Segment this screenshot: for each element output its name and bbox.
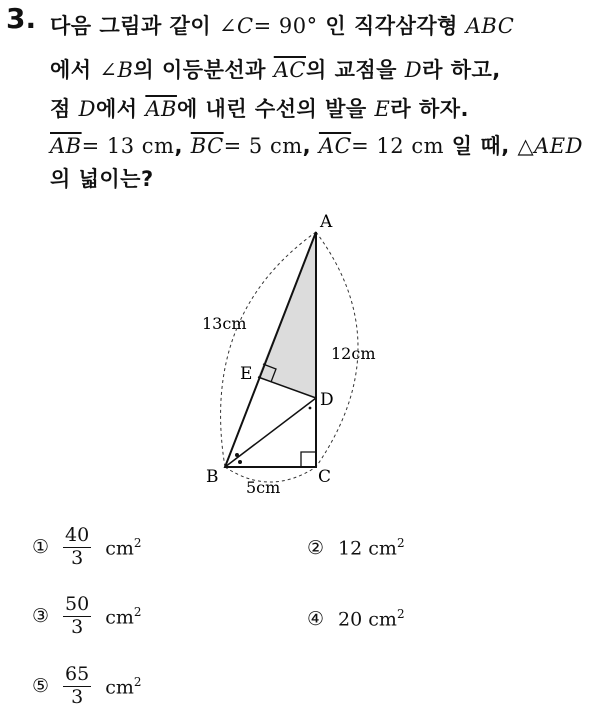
unit-text: cm xyxy=(105,606,134,628)
choice-mark: ④ xyxy=(307,607,325,630)
denominator: 3 xyxy=(71,685,84,708)
separator: , xyxy=(302,134,319,158)
choice-mark: ⑤ xyxy=(32,675,50,698)
label-c: C xyxy=(318,467,332,487)
value: 20 xyxy=(338,608,363,631)
label-e: E xyxy=(240,364,253,384)
point-d: D xyxy=(404,58,423,82)
fraction xyxy=(63,525,91,570)
text: 의 이등분선과 xyxy=(133,58,274,82)
text: 라 하고, xyxy=(422,58,501,82)
text: 라 하자. xyxy=(390,97,469,121)
angle-mark-b2 xyxy=(238,460,242,464)
unit-text: cm xyxy=(105,537,134,559)
fraction xyxy=(63,594,91,639)
text: 의 교점을 xyxy=(306,58,405,82)
length-bc: 5cm xyxy=(246,478,281,497)
segment-bc: $\overline{BC}$ xyxy=(190,134,224,158)
angle-mark-d xyxy=(309,407,312,410)
exponent: 2 xyxy=(133,604,142,619)
ab-length: = 13 cm xyxy=(81,134,175,158)
choice-4[interactable] xyxy=(307,607,405,630)
unit xyxy=(105,536,141,559)
triangle-figure xyxy=(190,205,390,505)
question-number: 3. xyxy=(6,2,37,35)
choice-3[interactable] xyxy=(32,594,142,639)
text: 점 xyxy=(50,97,79,121)
angle-value: = 90° xyxy=(253,14,318,38)
text: 에서 xyxy=(50,58,100,82)
choice-2[interactable] xyxy=(307,536,405,559)
unit-text: cm xyxy=(105,676,134,698)
numerator: 50 xyxy=(65,593,90,615)
text: 일 때, xyxy=(444,134,518,158)
choice-mark: ① xyxy=(32,536,50,559)
text: 에서 xyxy=(95,97,146,121)
angle-c: ∠C xyxy=(218,14,254,38)
triangle-aed: △AED xyxy=(517,134,583,158)
length-ac: 12cm xyxy=(331,344,376,363)
denominator: 3 xyxy=(71,615,84,638)
segment-ac: $\overline{AC}$ xyxy=(318,134,352,158)
value-with-unit xyxy=(338,607,405,630)
denominator: 3 xyxy=(71,546,84,569)
exponent: 2 xyxy=(396,536,405,550)
value: 12 xyxy=(338,537,363,560)
angle-mark-b1 xyxy=(235,453,239,457)
choice-mark: ③ xyxy=(32,605,50,628)
label-b: B xyxy=(206,467,219,487)
segment-ac: $\overline{AC}$ xyxy=(273,58,306,82)
fraction xyxy=(63,664,91,709)
exponent: 2 xyxy=(133,674,142,689)
point-e: E xyxy=(374,97,391,121)
label-d: D xyxy=(320,390,334,410)
text: 에 내린 수선의 발을 xyxy=(176,97,375,121)
point-d: D xyxy=(78,97,96,121)
angle-b: ∠B xyxy=(99,58,134,82)
numerator: 40 xyxy=(65,524,90,546)
question-line-1 xyxy=(50,10,514,40)
ac-length: = 12 cm xyxy=(351,134,444,158)
label-a: A xyxy=(320,212,333,232)
choice-5[interactable] xyxy=(32,664,142,709)
choice-mark: ② xyxy=(307,536,325,559)
value-with-unit xyxy=(338,536,405,559)
segment-ab: $\overline{AB}$ xyxy=(50,134,82,158)
unit xyxy=(105,675,141,698)
triangle-abc: ABC xyxy=(465,14,515,38)
exponent: 2 xyxy=(396,607,405,621)
separator: , xyxy=(174,134,191,158)
question-line-3 xyxy=(50,93,469,123)
choice-1[interactable] xyxy=(32,525,142,570)
length-ab: 13cm xyxy=(202,314,247,333)
unit-text: cm xyxy=(368,608,397,631)
exponent: 2 xyxy=(133,535,142,550)
question-line-5: 의 넓이는? xyxy=(50,167,154,191)
numerator: 65 xyxy=(65,663,90,685)
unit-text: cm xyxy=(368,537,397,560)
text: 인 직각삼각형 xyxy=(317,14,466,38)
bc-length: = 5 cm xyxy=(223,134,303,158)
right-angle-c xyxy=(301,452,316,467)
question-line-4 xyxy=(50,130,583,160)
unit xyxy=(105,605,141,628)
question-line-2 xyxy=(50,54,501,84)
text: 다음 그림과 같이 xyxy=(50,14,219,38)
segment-ab: $\overline{AB}$ xyxy=(145,97,177,121)
